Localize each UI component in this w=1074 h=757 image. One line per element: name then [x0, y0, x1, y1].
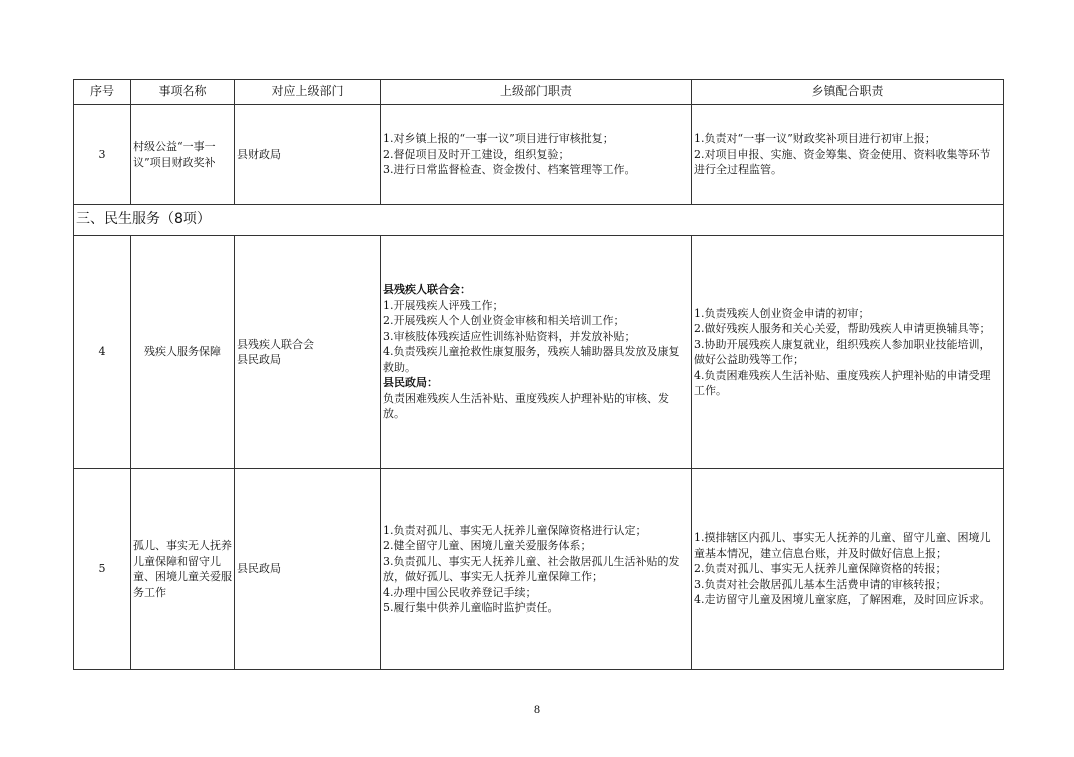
- header-row: [74, 80, 1004, 105]
- duty-line: 2.健全留守儿童、困境儿童关爱服务体系；: [383, 539, 592, 552]
- duty-line: 4.负责残疾儿童抢救性康复服务，残疾人辅助器具发放及康复救助。: [383, 345, 680, 374]
- duty-line: 3.审核肢体残疾适应性训练补贴资料，并发放补贴；: [383, 329, 636, 343]
- duty-line: 4.办理中国公民收养登记手续；: [383, 585, 537, 599]
- header-seq: 序号: [74, 80, 131, 105]
- table-row: [74, 105, 1004, 205]
- duty-line: 1.对乡镇上报的“一事一议”项目进行审核批复；: [383, 132, 614, 146]
- town-duty-line: 3.负责对社会散居孤儿基本生活费申请的审核转报；: [694, 577, 947, 591]
- town-duty-line: 4.走访留守儿童及困境儿童家庭，了解困难，及时回应诉求。: [694, 593, 991, 607]
- town-duty-line: 2.做好残疾人服务和关心关爱，帮助残疾人申请更换辅具等；: [694, 322, 991, 335]
- dept-line: 县民政局: [237, 562, 281, 576]
- header-duties: 上级部门职责: [381, 80, 692, 105]
- town-duties-cell: [692, 236, 1004, 469]
- duty-line: 负责困难残疾人生活补贴、重度残疾人护理补贴的审核、发放。: [383, 391, 669, 421]
- duty-line: 2.开展残疾人个人创业资金审核和相关培训工作；: [383, 314, 625, 328]
- dept-line: 县民政局: [237, 353, 281, 366]
- dept-cell: [235, 236, 381, 469]
- dept-line: 县财政局: [237, 147, 281, 161]
- item-name-cell: 孤儿、事实无人抚养儿童保障和留守儿童、困境儿童关爱服务工作: [131, 469, 235, 670]
- item-name-cell: 残疾人服务保障: [131, 236, 235, 469]
- duty-heading: 县残疾人联合会：: [383, 283, 471, 297]
- seq-cell: 5: [74, 469, 131, 670]
- dept-cell: [235, 105, 381, 205]
- town-duty-line: 2.对项目申报、实施、资金筹集、资金使用、资料收集等环节进行全过程监管。: [694, 147, 991, 177]
- seq-cell: 3: [74, 105, 131, 205]
- town-duty-line: 1.负责对“一事一议”财政奖补项目进行初审上报；: [694, 132, 936, 146]
- duty-heading: 县民政局：: [383, 376, 438, 390]
- town-duty-line: 4.负责困难残疾人生活补贴、重度残疾人护理补贴的申请受理工作。: [694, 368, 991, 397]
- duty-line: 2.督促项目及时开工建设，组织复验；: [383, 147, 570, 161]
- responsibility-table: [73, 79, 1004, 670]
- page-number: 8: [534, 702, 540, 716]
- table-row: [74, 236, 1004, 469]
- header-town: 乡镇配合职责: [692, 80, 1004, 105]
- town-duty-line: 1.摸排辖区内孤儿、事实无人抚养的儿童、留守儿童、困境儿童基本情况，建立信息台账，并及时做好信息上报；: [694, 531, 991, 560]
- dept-cell: [235, 469, 381, 670]
- duty-line: 1.负责对孤儿、事实无人抚养儿童保障资格进行认定；: [383, 523, 647, 537]
- town-duty-line: 1.负责残疾人创业资金申请的初审；: [694, 306, 870, 320]
- section-row: [74, 205, 1004, 236]
- header-name: 事项名称: [131, 80, 235, 105]
- duty-line: 3.负责孤儿、事实无人抚养儿童、社会散居孤儿生活补贴的发放，做好孤儿、事实无人抚养儿童保障工作；: [383, 554, 680, 583]
- duties-cell: [381, 236, 692, 469]
- duties-cell: [381, 469, 692, 670]
- town-duty-line: 2.负责对孤儿、事实无人抚养儿童保障资格的转报；: [694, 562, 947, 576]
- duty-line: 5.履行集中供养儿童临时监护责任。: [383, 601, 559, 614]
- section-title: 三、民生服务（8项）: [74, 205, 1004, 236]
- duties-cell: [381, 105, 692, 205]
- duty-line: 1.开展残疾人评残工作；: [383, 298, 504, 312]
- town-duties-cell: [692, 469, 1004, 670]
- header-dept: 对应上级部门: [235, 80, 381, 105]
- table-row: [74, 469, 1004, 670]
- item-name-cell: 村级公益“一事一议”项目财政奖补: [131, 105, 235, 205]
- seq-cell: 4: [74, 236, 131, 469]
- duty-line: 3.进行日常监督检查、资金拨付、档案管理等工作。: [383, 163, 636, 177]
- town-duties-cell: [692, 105, 1004, 205]
- dept-line: 县残疾人联合会: [237, 337, 314, 351]
- town-duty-line: 3.协助开展残疾人康复就业，组织残疾人参加职业技能培训，做好公益助残等工作；: [694, 337, 991, 366]
